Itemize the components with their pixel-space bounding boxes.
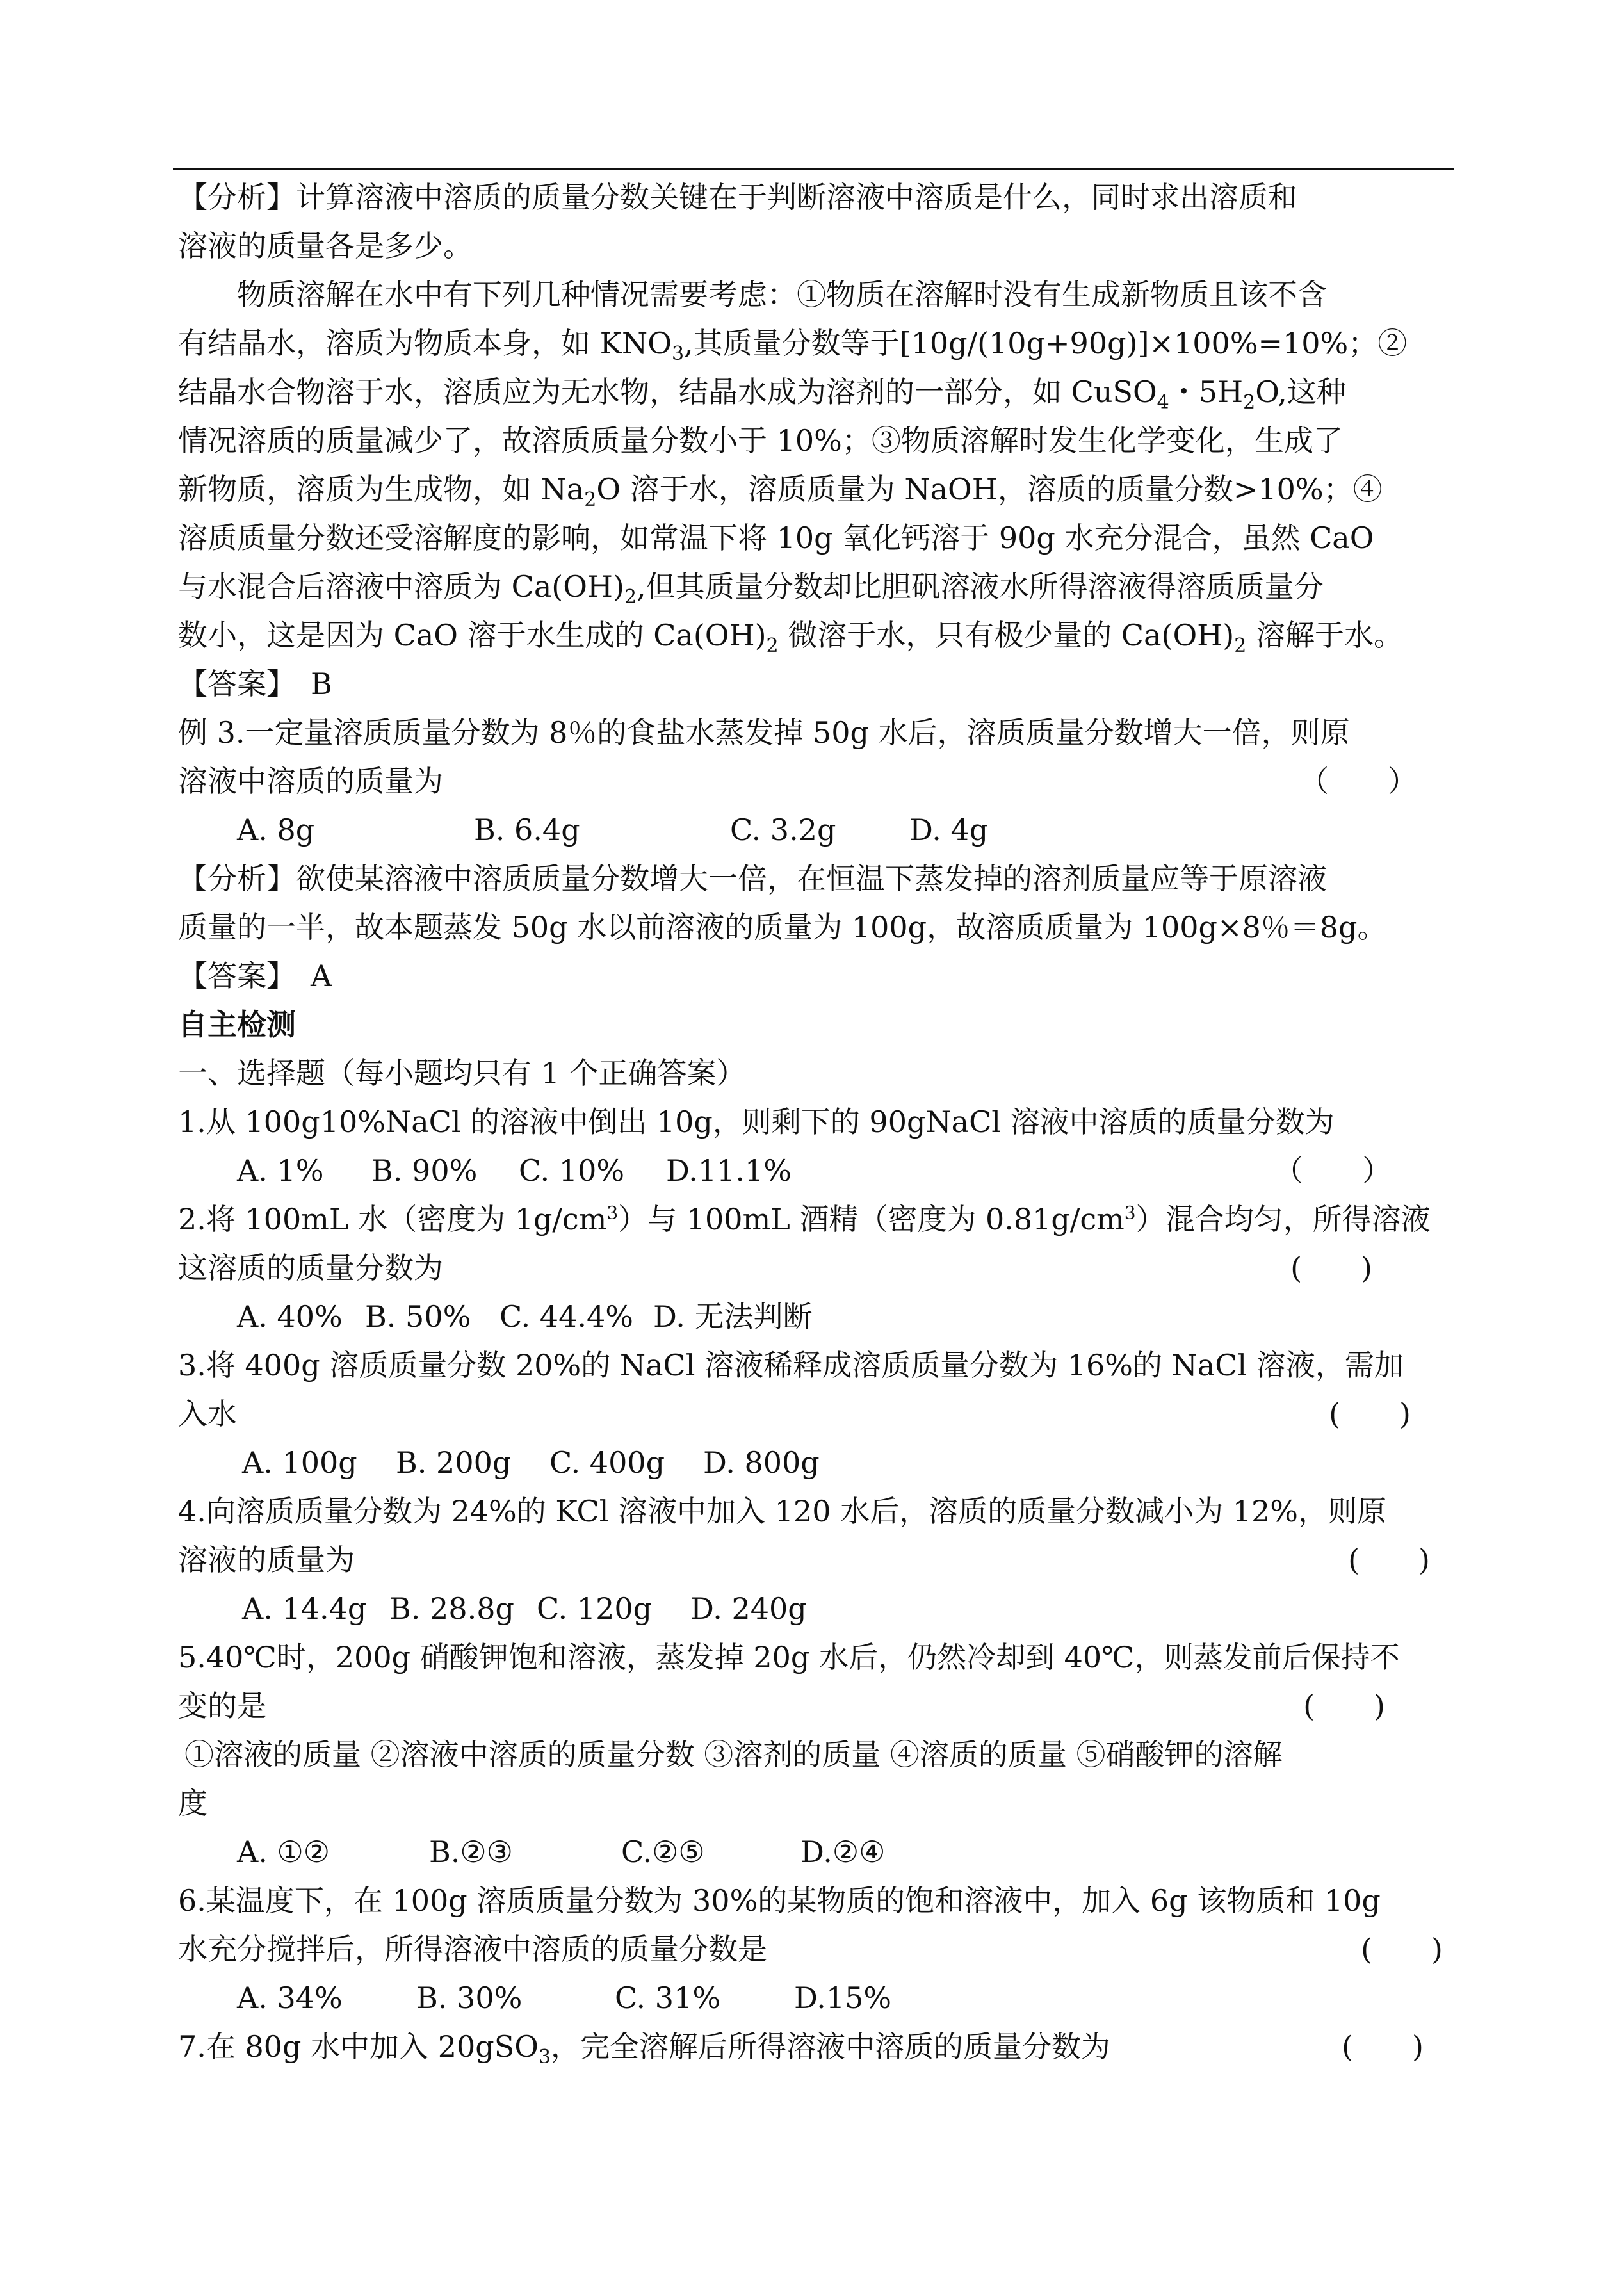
document-body: [178, 173, 1456, 2071]
question-1-options: A. 1% B. 90% C. 10% D.11.1% （ ）: [178, 1146, 1456, 1195]
analysis-text: 【分析】计算溶液中溶质的质量分数关键在于判断溶液中溶质是什么，同时求出溶质和: [178, 180, 1297, 215]
question-2: 2.将 100mL 水（密度为 $1g/cm^3$）与 100mL 酒精（密度为 $0.81g/cm^3$）混合均匀，所得溶液: [178, 1202, 1431, 1237]
answer-label: 【答案】 A: [178, 959, 332, 993]
answer-paren: ( ): [1348, 1543, 1430, 1577]
section-subtitle: 一、选择题（每小题均只有 1 个正确答案）: [178, 1056, 746, 1091]
answer-paren: ( ): [1303, 1689, 1385, 1723]
question-5-options: A. ①② B.②③ C.②⑤ D.②④: [237, 1835, 886, 1869]
question-5: 变的是 ( ): [178, 1682, 1456, 1730]
example-options: A. 8g B. 6.4g C. 3.2g D. 4g: [237, 813, 989, 847]
analysis-text: 新物质，溶质为生成物，如 $Na_2O$ 溶于水，溶质质量为 NaOH，溶质的质量分数>10%；④: [178, 472, 1383, 512]
analysis-text: 物质溶解在水中有下列几种情况需要考虑：①物质在溶解时没有生成新物质且该不含: [237, 277, 1327, 312]
question-5: 5.40℃时，200g 硝酸钾饱和溶液，蒸发掉 20g 水后，仍然冷却到 40℃，则蒸发前后保持不: [178, 1640, 1400, 1675]
question-6: 6.某温度下，在 100g 溶质质量分数为 30%的某物质的饱和溶液中，加入 6g 该物质和 10g: [178, 1883, 1381, 1918]
question-6-options: A. 34% B. 30% C. 31% D.15%: [237, 1981, 892, 2015]
answer-paren: ( ): [1329, 1397, 1411, 1431]
question-3: 3.将 400g 溶质质量分数 20%的 NaCl 溶液稀释成溶质质量分数为 16%的 NaCl 溶液，需加: [178, 1348, 1404, 1383]
example-question: 例 3.一定量溶质质量分数为 8％的食盐水蒸发掉 50g 水后，溶质质量分数增大一倍，则原: [178, 715, 1350, 750]
answer-paren: （ ）: [1299, 764, 1417, 799]
analysis-text: 质量的一半，故本题蒸发 50g 水以前溶液的质量为 100g，故溶质质量为 100g×8％＝8g。: [178, 910, 1387, 945]
question-4: 4.向溶质质量分数为 24%的 KCl 溶液中加入 120 水后，溶质的质量分数减小为 12%，则原: [178, 1494, 1386, 1529]
analysis-text: 情况溶质的质量减少了，故溶质质量分数小于 10%；③物质溶解时发生化学变化，生成了: [178, 423, 1343, 458]
analysis-text: 结晶水合物溶于水，溶质应为无水物，结晶水成为溶剂的一部分，如 CuSO$_4$・$5H_2O$,这种: [178, 375, 1346, 414]
question-5-statements: ①溶液的质量 ②溶液中溶质的质量分数 ③溶剂的质量 ④溶质的质量 ⑤硝酸钾的溶解: [184, 1737, 1283, 1772]
question-5-statements: 度: [178, 1786, 207, 1821]
question-6: 水充分搅拌后，所得溶液中溶质的质量分数是 ( ): [178, 1925, 1456, 1974]
question-1: 1.从 100g10%NaCl 的溶液中倒出 10g，则剩下的 90gNaCl 溶液中溶质的质量分数为: [178, 1105, 1335, 1139]
answer-paren: ( ): [1342, 2029, 1424, 2064]
analysis-text: 与水混合后溶液中溶质为 $Ca(OH)_2$,但其质量分数却比胆矾溶液水所得溶液得溶质质量分: [178, 569, 1324, 609]
analysis-text: 【分析】欲使某溶液中溶质质量分数增大一倍，在恒温下蒸发掉的溶剂质量应等于原溶液: [178, 861, 1327, 896]
question-2: 这溶质的质量分数为 ( ): [178, 1244, 1456, 1292]
answer-paren: ( ): [1290, 1251, 1372, 1285]
question-3: 入水 ( ): [178, 1390, 1456, 1438]
example-question: 溶液中溶质的质量为 （ ）: [178, 757, 1456, 806]
question-2-options: A. 40% B. 50% C. 44.4% D. 无法判断: [237, 1299, 813, 1334]
question-3-options: A. 100g B. 200g C. 400g D. 800g: [242, 1445, 820, 1480]
question-4-options: A. 14.4g B. 28.8g C. 120g D. 240g: [242, 1591, 807, 1626]
question-7: 7.在 80g 水中加入 20gSO$_3$，完全溶解后所得溶液中溶质的质量分数为 ( ): [178, 2022, 1456, 2071]
answer-label: 【答案】 B: [178, 667, 332, 701]
header-rule: [173, 168, 1454, 170]
analysis-text: 溶液的质量各是多少。: [178, 229, 473, 263]
answer-paren: （ ）: [1274, 1153, 1392, 1188]
analysis-text: 溶质质量分数还受溶解度的影响，如常温下将 10g 氧化钙溶于 90g 水充分混合，虽然 CaO: [178, 521, 1374, 555]
analysis-text: 有结晶水，溶质为物质本身，如 $KNO_3$,其质量分数等于[10g/(10g+90g)]×100%=10%；②: [178, 326, 1408, 366]
section-title: 自主检测: [178, 1007, 296, 1042]
question-4: 溶液的质量为 ( ): [178, 1536, 1456, 1584]
answer-paren: ( ): [1361, 1932, 1443, 1967]
analysis-text: 数小，这是因为 CaO 溶于水生成的 $Ca(OH)_2$ 微溶于水，只有极少量的 $Ca(OH)_2$ 溶解于水。: [178, 618, 1403, 658]
